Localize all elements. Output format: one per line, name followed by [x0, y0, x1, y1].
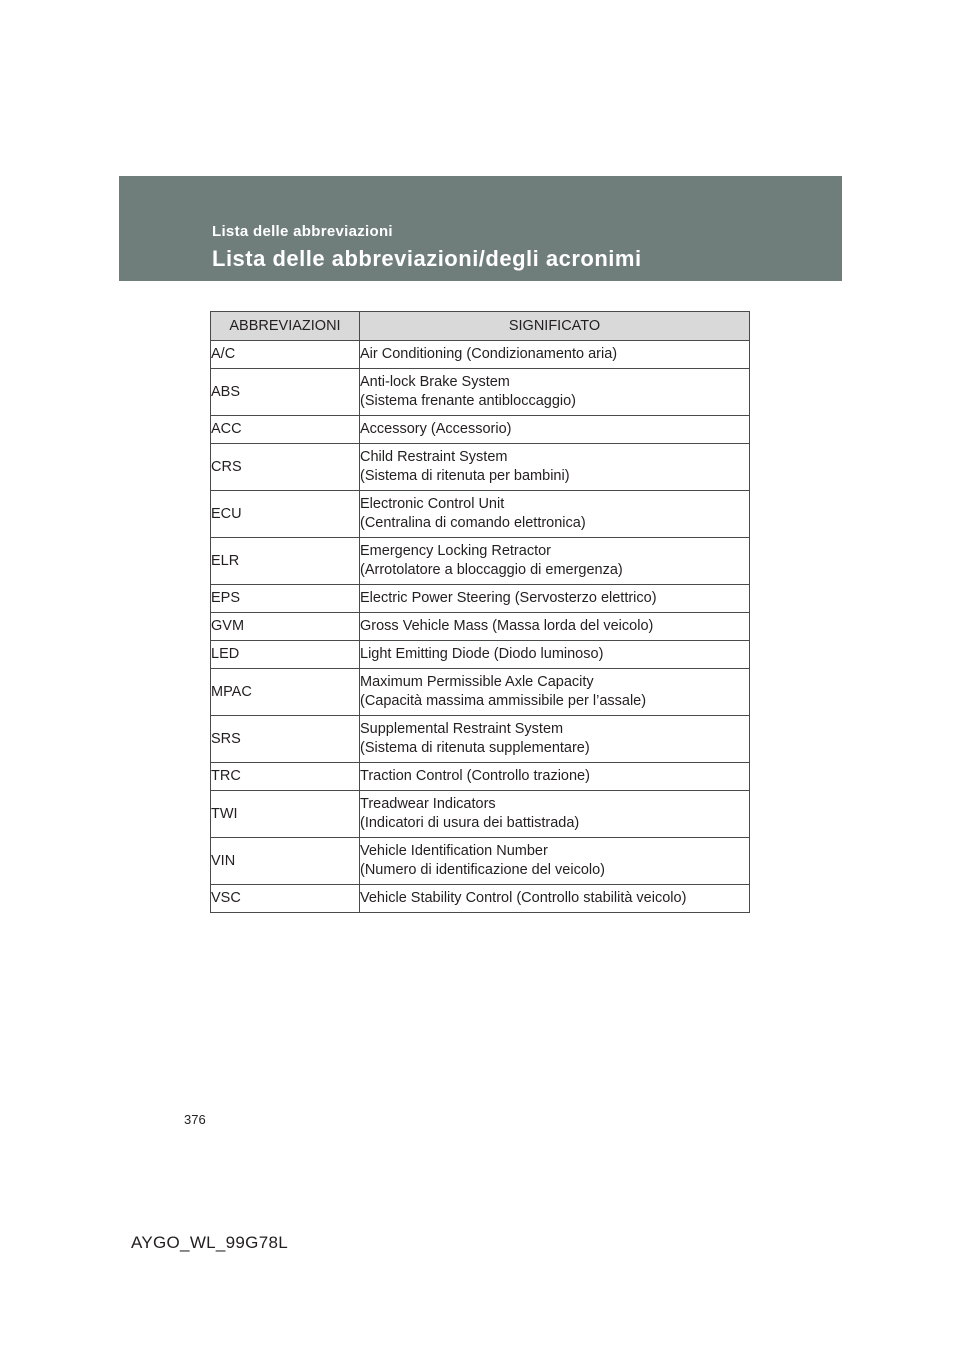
table-row — [211, 416, 750, 444]
meaning-cell — [360, 838, 750, 885]
header-band — [119, 176, 842, 281]
meaning-line: (Indicatori di usura dei battistrada) — [360, 815, 580, 831]
column-header-abbreviations: ABBREVIAZIONI — [211, 312, 360, 341]
meaning-cell — [360, 669, 750, 716]
meaning-line: (Sistema di ritenuta per bambini) — [360, 468, 570, 484]
abbreviation-cell: A/C — [211, 341, 360, 369]
meaning-line: Child Restraint System — [360, 449, 508, 465]
table-row — [211, 641, 750, 669]
meaning-line: (Arrotolatore a bloccaggio di emergenza) — [360, 562, 623, 578]
table-row — [211, 791, 750, 838]
meaning-line: Anti-lock Brake System — [360, 374, 510, 390]
meaning-line: Light Emitting Diode (Diodo luminoso) — [360, 646, 604, 662]
meaning-cell — [360, 585, 750, 613]
meaning-cell — [360, 641, 750, 669]
abbreviation-cell: ELR — [211, 538, 360, 585]
table-row — [211, 763, 750, 791]
meaning-cell — [360, 491, 750, 538]
table-body — [211, 341, 750, 913]
meaning-cell — [360, 416, 750, 444]
abbreviation-cell: TWI — [211, 791, 360, 838]
meaning-line: Vehicle Identification Number — [360, 843, 548, 859]
table-row — [211, 885, 750, 913]
meaning-line: (Numero di identificazione del veicolo) — [360, 862, 606, 878]
abbreviation-cell: GVM — [211, 613, 360, 641]
meaning-line: Traction Control (Controllo trazione) — [360, 768, 590, 784]
meaning-line: Electronic Control Unit — [360, 496, 505, 512]
meaning-line: (Sistema frenante antibloccaggio) — [360, 393, 577, 409]
meaning-cell — [360, 613, 750, 641]
abbreviation-cell: LED — [211, 641, 360, 669]
table-row — [211, 341, 750, 369]
meaning-line: Emergency Locking Retractor — [360, 543, 551, 559]
table-row — [211, 585, 750, 613]
abbreviation-cell: SRS — [211, 716, 360, 763]
table-row — [211, 369, 750, 416]
page-title: Lista delle abbreviazioni/degli acronimi — [212, 246, 642, 271]
table-row — [211, 613, 750, 641]
abbreviation-cell: ACC — [211, 416, 360, 444]
table-row — [211, 838, 750, 885]
meaning-line: Air Conditioning (Condizionamento aria) — [360, 346, 618, 362]
meaning-line: (Centralina di comando elettronica) — [360, 515, 586, 531]
meaning-cell — [360, 763, 750, 791]
meaning-cell — [360, 538, 750, 585]
meaning-line: Vehicle Stability Control (Controllo stabilità veicolo) — [360, 890, 687, 906]
abbreviation-cell: TRC — [211, 763, 360, 791]
abbreviation-cell: CRS — [211, 444, 360, 491]
abbreviation-cell: VSC — [211, 885, 360, 913]
abbreviation-cell: VIN — [211, 838, 360, 885]
table-row — [211, 538, 750, 585]
abbreviation-cell: ABS — [211, 369, 360, 416]
section-label: Lista delle abbreviazioni — [212, 223, 393, 240]
meaning-line: Gross Vehicle Mass (Massa lorda del veicolo) — [360, 618, 654, 634]
table-header-row — [211, 312, 750, 341]
meaning-cell — [360, 369, 750, 416]
page-number: 376 — [184, 1112, 206, 1127]
abbreviation-cell: EPS — [211, 585, 360, 613]
abbreviations-table — [210, 311, 750, 913]
column-header-meaning: SIGNIFICATO — [360, 312, 750, 341]
table-row — [211, 669, 750, 716]
meaning-line: (Capacità massima ammissibile per l’assale) — [360, 693, 647, 709]
meaning-cell — [360, 791, 750, 838]
meaning-line: Treadwear Indicators — [360, 796, 496, 812]
table-row — [211, 491, 750, 538]
meaning-cell — [360, 716, 750, 763]
meaning-line: Electric Power Steering (Servosterzo elettrico) — [360, 590, 657, 606]
meaning-line: (Sistema di ritenuta supplementare) — [360, 740, 590, 756]
meaning-cell — [360, 444, 750, 491]
meaning-cell — [360, 885, 750, 913]
meaning-line: Maximum Permissible Axle Capacity — [360, 674, 594, 690]
table-row — [211, 444, 750, 491]
meaning-cell — [360, 341, 750, 369]
meaning-line: Accessory (Accessorio) — [360, 421, 512, 437]
abbreviation-cell: MPAC — [211, 669, 360, 716]
abbreviation-cell: ECU — [211, 491, 360, 538]
document-code: AYGO_WL_99G78L — [131, 1233, 288, 1252]
table-row — [211, 716, 750, 763]
meaning-line: Supplemental Restraint System — [360, 721, 564, 737]
